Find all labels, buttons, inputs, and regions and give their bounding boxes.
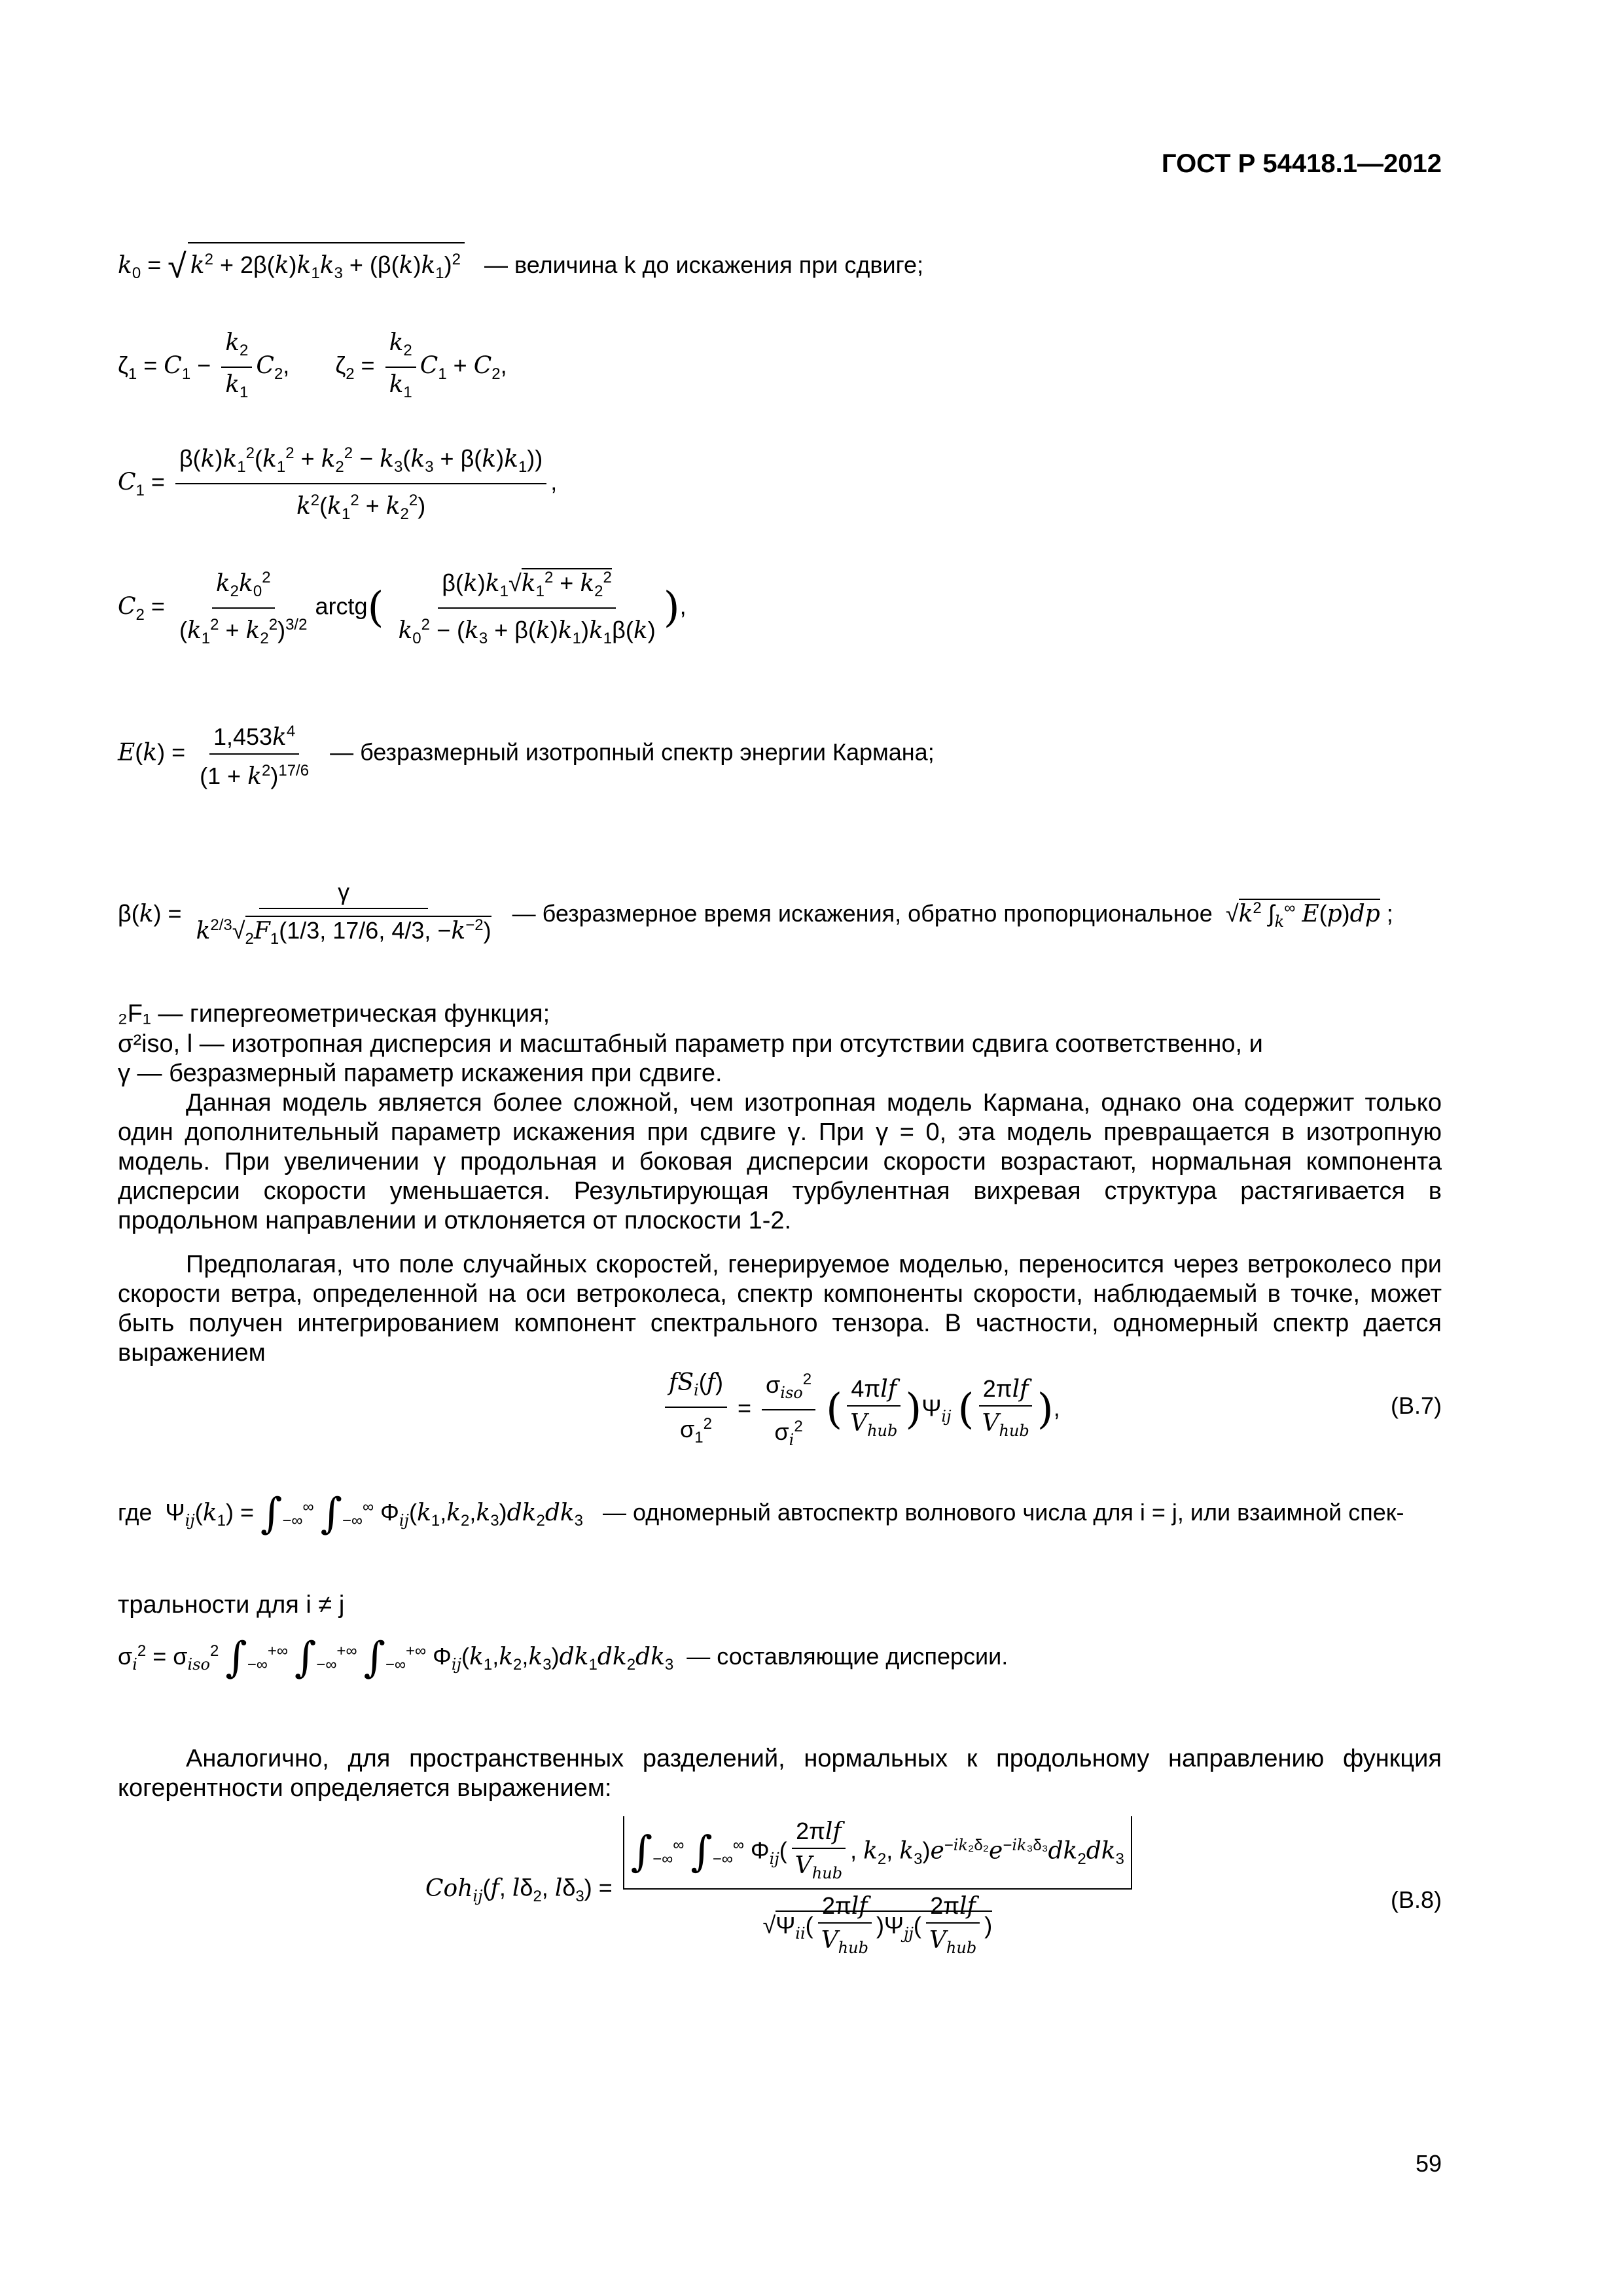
k0-description: — величина k до искажения при сдвиге; [484, 251, 923, 278]
sigma-i-description: — составляющие дисперсии. [687, 1643, 1008, 1670]
formula-k0: $k_0$ = √ $k^2 + 2\beta(k)k_1k_3 + (\beta(k)k_1)^2$ — величина k до искажения при сдвиге; [118, 242, 923, 288]
page-number: 59 [1415, 2150, 1442, 2177]
paragraph-spectrum: Предполагая, что поле случайных скоростей, генерируемое моделью, переносится через ветроколесо при скорости ветра, определенной на оси ветроколеса, спектр компоненты скорости, наблюдаемый в точке, может быть получен интегрированием компонент спектрального тензора. В частности, одномерный спектр дается выражением [118, 1251, 1442, 1367]
formula-c2: $C_2$ = $\frac{k_2k_0^2}{(k_1^2 + k_2^2)^{3/2}}$ arctg( $\frac{\beta(k)k_1√k_1^2 + k_2^2}{k_0^2 - (k_3 + \beta(k)k_1)k_1\beta(k)}$ ), [118, 563, 687, 653]
formula-c1: $C_1$ = $\frac{\beta(k)k_1^2(k_1^2 + k_2^2 - k_3(k_3 + \beta(k)k_1))}{k^2(k_1^2 + k_2^2)}$ , [118, 439, 557, 529]
standard-id: ГОСТ Р 54418.1—2012 [1161, 149, 1442, 178]
sigma-definition: σ²iso, l — изотропная дисперсия и масштабный параметр при отсутствии сдвига соответственно, и [118, 1030, 1263, 1058]
psi-description: — одномерный автоспектр волнового числа для i = j, или взаимной спек- [603, 1499, 1404, 1526]
equation-number-b7: (В.7) [1390, 1392, 1442, 1419]
formula-b7: $\frac{fS_i(f)}{\sigma_1^2}$ = $\frac{\sigma_{iso}^2}{\sigma_i^2}$ ( $\frac{\text{4πlf}}{V_{hub}}$ )$\Psi_{ij}$ ( $\frac{\text{2πlf}}{V_{hub}}$ ), [661, 1365, 1060, 1455]
paragraph-model: Данная модель является более сложной, чем изотропная модель Кармана, однако она содержит только один дополнительный параметр искажения при сдвиге γ. При γ = 0, эта модель превращается в изотропную модель. При увеличении γ продольная и боковая дисперсии скорости возрастают, нормальная компонента дисперсии скорости уменьшается. Результирующая турбулентная вихревая структура растягивается в продольном направлении и отклоняется от плоскости 1-2. [118, 1089, 1442, 1234]
hypergeometric-definition: ₂F₁ — гипергеометрическая функция; [118, 1000, 550, 1028]
energy-description: — безразмерный изотропный спектр энергии Кармана; [330, 738, 935, 766]
formula-zeta: $\zeta_1 = C_1$ − $\frac{k_2}{k_1}$ $C_2$, $\zeta_2$ = $\frac{k_2}{k_1}$ $C_1 + C_2$, [118, 327, 507, 407]
where-label: где [118, 1499, 152, 1526]
equation-number-b8: (В.8) [1390, 1886, 1442, 1913]
formula-sigma-i: $\sigma_i^2 = \sigma_{iso}^2$ $\int_{-\infty}^{+\infty}$ $\int_{-\infty}^{+\infty}$ $\int_{-\infty}^{+\infty}$ $\Phi_{ij}(k_1,k_2,k_3)dk_1dk_2dk_3$ — составляющие дисперсии. [118, 1633, 1008, 1682]
gamma-definition: γ — безразмерный параметр искажения при сдвиге. [118, 1060, 722, 1087]
formula-beta: β(k) = $\frac{\gamma}{k^{2/3}√_2F_1(1/3, 17/6, 4/3, -k^{-2})}$ — безразмерное время искажения, обратно пропорциональное $√k^2$ $\int_k^\infty$ E(p)dp ; [118, 878, 1393, 948]
formula-psi: где $\Psi_{ij}(k_1) = \int_{-\infty}^\infty$ $\int_{-\infty}^\infty$ $\Phi_{ij}(k_1,k_2,k_3)dk_2dk_3$ — одномерный автоспектр волнового числа для i = j, или взаимной спек- [118, 1489, 1404, 1538]
paragraph-coherence: Аналогично, для пространственных разделений, нормальных к продольному направлению функция когерентности определяется выражением: [118, 1745, 1442, 1802]
formula-b8: Coh$_{ij}$(f, $l\delta_2$, $l\delta_3$) = $\int_{-\infty}^\infty$ $\int_{-\infty}^\infty$ $\Phi_{ij}$( $\frac{\text{2πlf}}{V_{hub}}$ , $k_2$, $k_3)e^{-ik_2\delta_2}e^{-ik_3\delta_3}dk_2dk_3$ $√\Psi_{ii}$( $\frac{\text{2πlf}}{V_{hub}}$ )$\Psi_{jj}$( $\frac{\text{2πlf}}{V_{hub}}$ ) [425, 1816, 1136, 1963]
psi-description-continuation: тральности для i ≠ j [118, 1591, 345, 1619]
formula-energy-spectrum: E(k) = $\frac{1,453k^4}{(1 + k^2)^{17/6}}$ — безразмерный изотропный спектр энергии Кармана; [118, 717, 935, 791]
beta-description: — безразмерное время искажения, обратно пропорциональное [512, 900, 1213, 927]
